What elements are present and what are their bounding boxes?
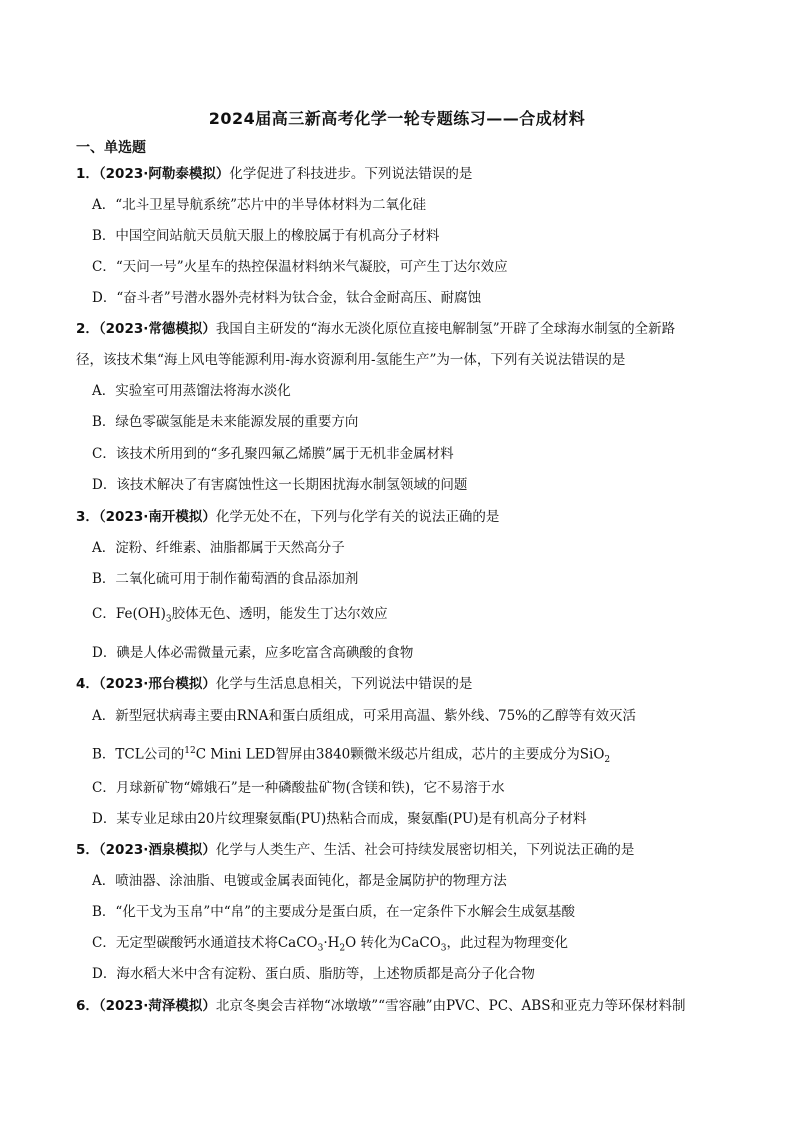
question-text: 化学无处不在，下列与化学有关的说法正确的是 bbox=[215, 509, 500, 525]
option-text: ·H bbox=[323, 935, 340, 951]
question-2-stem bbox=[76, 320, 675, 338]
option-text: O 转化为CaCO bbox=[345, 935, 441, 951]
q1-option-d: D．“奋斗者”号潜水器外壳材料为钛合金，钛合金耐高压、耐腐蚀 bbox=[92, 290, 482, 306]
option-text: C．无定型碳酸钙水通道技术将CaCO bbox=[92, 935, 318, 951]
q2-option-b: B．绿色零碳氢能是未来能源发展的重要方向 bbox=[92, 414, 359, 430]
section-heading: 一、单选题 bbox=[76, 140, 146, 156]
q4-option-a: A．新型冠状病毒主要由RNA和蛋白质组成，可采用高温、紫外线、75%的乙醇等有效灭活 bbox=[92, 708, 636, 724]
q4-option-c: C．月球新矿物“嫦娥石”是一种磷酸盐矿物(含镁和铁)，它不易溶于水 bbox=[92, 780, 505, 796]
question-1-stem bbox=[76, 165, 472, 183]
q5-option-c bbox=[92, 934, 568, 958]
option-label: C． bbox=[92, 606, 116, 622]
q1-option-a: A．“北斗卫星导航系统”芯片中的半导体材料为二氧化硅 bbox=[92, 197, 427, 213]
question-text: 化学与人类生产、生活、社会可持续发展密切相关，下列说法正确的是 bbox=[215, 842, 635, 858]
question-number: 4． bbox=[76, 676, 99, 692]
question-text: 化学与生活息息相关，下列说法中错误的是 bbox=[215, 676, 473, 692]
question-text: 化学促进了科技进步。下列说法错误的是 bbox=[229, 166, 473, 182]
q5-option-b: B．“化干戈为玉帛”中“帛”的主要成分是蛋白质，在一定条件下水解会生成氨基酸 bbox=[92, 904, 576, 920]
q4-option-d: D．某专业足球由20片纹理聚氨酯(PU)热粘合而成，聚氨酯(PU)是有机高分子材料 bbox=[92, 811, 587, 827]
q2-option-d: D．该技术解决了有害腐蚀性这一长期困扰海水制氢领域的问题 bbox=[92, 477, 468, 493]
question-5-stem bbox=[76, 841, 634, 859]
q5-option-d: D．海水稻大米中含有淀粉、蛋白质、脂肪等，上述物质都是高分子化合物 bbox=[92, 966, 535, 982]
option-text: ，此过程为物理变化 bbox=[446, 935, 569, 951]
q3-option-b: B．二氧化硫可用于制作葡萄酒的食品添加剂 bbox=[92, 571, 359, 587]
q2-option-c: C．该技术所用到的“多孔聚四氟乙烯膜”属于无机非金属材料 bbox=[92, 446, 454, 462]
question-3-stem bbox=[76, 508, 499, 526]
question-source: （2023·南开模拟） bbox=[98, 509, 216, 525]
subscript: 3 bbox=[317, 943, 324, 954]
chemical-formula: Fe(OH) bbox=[115, 606, 166, 622]
question-number: 1． bbox=[76, 166, 99, 182]
page-title: 2024届高三新高考化学一轮专题练习——合成材料 bbox=[208, 109, 586, 128]
option-text: 胶体无色、透明，能发生丁达尔效应 bbox=[171, 606, 388, 622]
question-text: 北京冬奥会吉祥物“冰墩墩”“雪容融”由PVC、PC、ABS和亚克力等环保材料制 bbox=[215, 998, 686, 1014]
subscript: 3 bbox=[440, 943, 447, 954]
q5-option-a: A．喷油器、涂油脂、电镀或金属表面钝化，都是金属防护的物理方法 bbox=[92, 873, 507, 889]
question-2-stem-cont: 径，该技术集“海上风电等能源利用-海水资源利用-氢能生产”为一体，下列有关说法错误的是 bbox=[76, 352, 626, 368]
subscript: 2 bbox=[604, 755, 611, 766]
option-label: B．TCL公司的 bbox=[92, 746, 185, 763]
q3-option-a: A．淀粉、纤维素、油脂都属于天然高分子 bbox=[92, 540, 345, 556]
question-source: （2023·阿勒泰模拟） bbox=[98, 166, 230, 182]
q2-option-a: A．实验室可用蒸馏法将海水淡化 bbox=[92, 383, 291, 399]
q1-option-b: B．中国空间站航天员航天服上的橡胶属于有机高分子材料 bbox=[92, 228, 440, 244]
question-source: （2023·常德模拟） bbox=[98, 321, 216, 337]
question-source: （2023·酒泉模拟） bbox=[98, 842, 216, 858]
question-number: 5． bbox=[76, 842, 99, 858]
question-number: 2． bbox=[76, 321, 99, 337]
question-source: （2023·邢台模拟） bbox=[98, 676, 216, 692]
q4-option-b bbox=[92, 742, 610, 769]
q3-option-d: D．碘是人体必需微量元素，应多吃富含高碘酸的食物 bbox=[92, 645, 414, 661]
superscript: 12 bbox=[184, 746, 196, 756]
question-number: 6． bbox=[76, 998, 99, 1014]
question-text: 我国自主研发的“海水无淡化原位直接电解制氢”开辟了全球海水制氢的全新路 bbox=[215, 321, 676, 337]
question-source: （2023·菏泽模拟） bbox=[98, 998, 216, 1014]
question-4-stem bbox=[76, 675, 472, 693]
question-6-stem bbox=[76, 997, 685, 1015]
q1-option-c: C．“天问一号”火星车的热控保温材料纳米气凝胶，可产生丁达尔效应 bbox=[92, 259, 508, 275]
q3-option-c bbox=[92, 605, 388, 629]
question-number: 3． bbox=[76, 509, 99, 525]
subscript: 3 bbox=[165, 614, 172, 625]
option-text: C Mini LED智屏由3840颗微米级芯片组成，芯片的主要成分为SiO bbox=[195, 746, 605, 763]
subscript: 2 bbox=[339, 943, 346, 954]
